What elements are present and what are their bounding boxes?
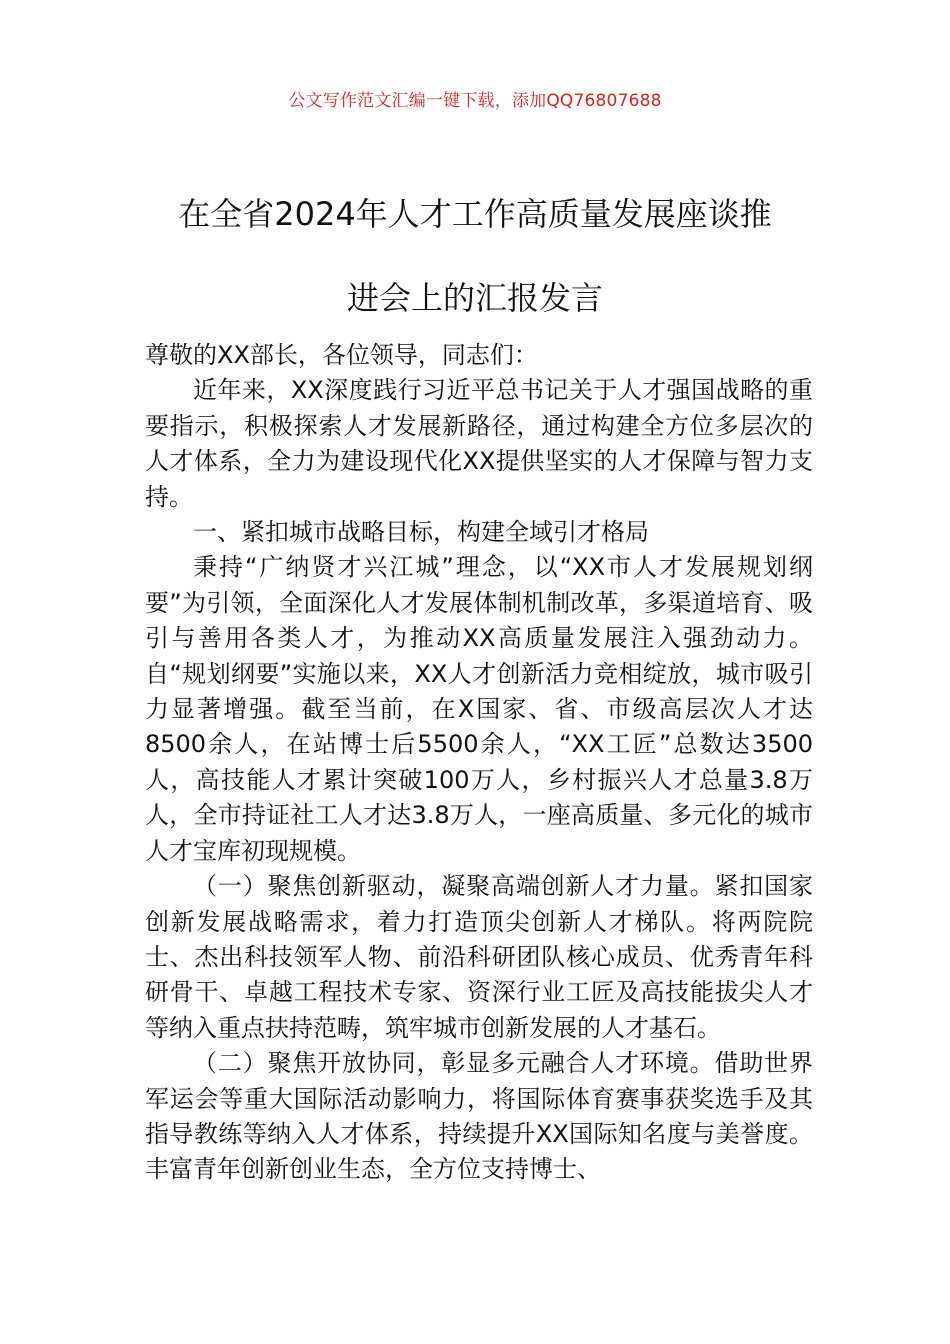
intro-paragraph: 近年来，XX深度践行习近平总书记关于人才强国战略的重要指示，积极探索人才发展新路径，通过构建全方位多层次的人才体系，全力为建设现代化XX提供坚实的人才保障与智力支持。	[145, 376, 813, 511]
section-1-heading: 一、紧扣城市战略目标，构建全域引才格局	[193, 518, 649, 547]
title-line-2: 进会上的汇报发言	[346, 279, 603, 317]
section-1-paragraph: 秉持“广纳贤才兴江城”理念，以“XX市人才发展规划纲要”为引领，全面深化人才发展体制机制改革，多渠道培育、吸引与善用各类人才，为推动XX高质量发展注入强劲动力。自“规划纲要”实施以来，XX人才创新活力竞相绽放，城市吸引力显著增强。截至当前，在X国家、省、市级高层次人才达8500余人，在站博士后5500余人，“XX工匠”总数达3500人，高技能人才累计突破100万人，乡村振兴人才总量3.8万人，全市持证社工人才达3.8万人，一座高质量、多元化的城市人才宝库初现规模。	[145, 553, 813, 865]
title-line-1: 在全省2024年人才工作高质量发展座谈推	[178, 195, 772, 233]
document-title	[100, 172, 850, 340]
download-banner: 公文写作范文汇编一键下载，添加QQ76807688	[288, 91, 662, 111]
point-2-paragraph: （二）聚焦开放协同，彰显多元融合人才环境。借助世界军运会等重大国际活动影响力，将国际体育赛事获奖选手及其指导教练等纳入人才体系，持续提升XX国际知名度与美誉度。丰富青年创新创业生态，全方位支持博士、	[145, 1049, 813, 1184]
document-body	[145, 338, 813, 1188]
salutation: 尊敬的XX部长，各位领导，同志们：	[145, 341, 538, 369]
point-1-paragraph: （一）聚焦创新驱动，凝聚高端创新人才力量。紧扣国家创新发展战略需求，着力打造顶尖创新人才梯队。将两院院士、杰出科技领军人物、前沿科研团队核心成员、优秀青年科研骨干、卓越工程技术专家、资深行业工匠及高技能拔尖人才等纳入重点扶持范畴，筑牢城市创新发展的人才基石。	[145, 872, 813, 1042]
